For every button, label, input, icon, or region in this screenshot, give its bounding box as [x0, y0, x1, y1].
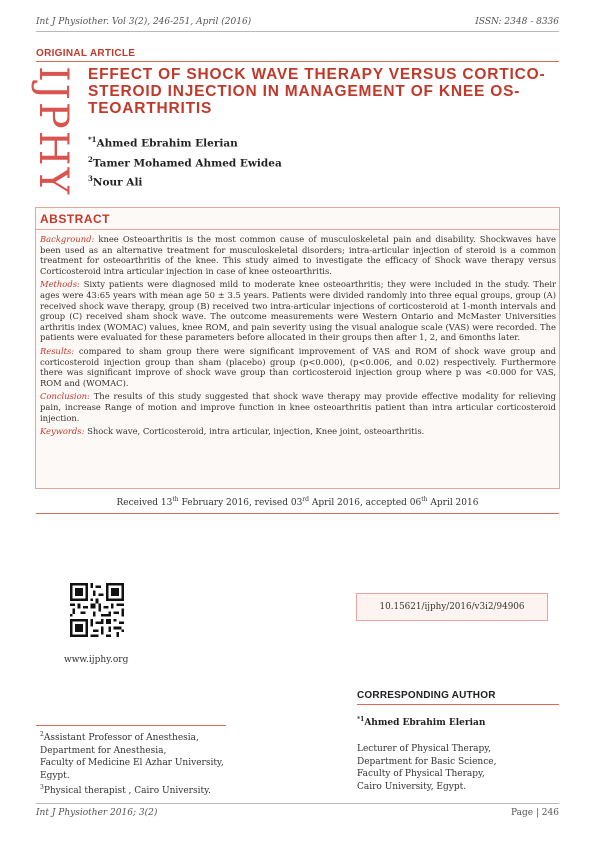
footnote: $^3$Physical therapist , Cairo University. — [40, 784, 211, 796]
abstract-divider — [36, 229, 559, 230]
article-type: ORIGINAL ARTICLE — [36, 48, 136, 59]
abstract-methods: Methods: Sixty patients were diagnosed mild to moderate knee osteoarthritis; they were included in the study. Their ages were 43:65 years with mean age 50 ± 3.5 years. Patients were divided randomly into three equal groups, group (A) received shock wave therapy, group (B) received two intra-articular injections of corticosteroid at 1-month intervals and group (C) received sham shock wave. The outcome measurements were Western Ontario and McMaster Universities arthritis index (WOMAC) values, knee ROM, and pain severity using the visual analogue scale (VAS) were recorded. The patients were evaluated for these parameters before allocated in their groups then after 1, 2, and 6months later. — [40, 279, 556, 343]
author: $^2$Tamer Mohamed Ahmed Ewidea — [88, 154, 282, 169]
received-divider — [36, 513, 559, 514]
page-number: Page | 246 — [510, 808, 559, 818]
corresponding-divider — [357, 704, 559, 705]
journal-logo — [30, 66, 76, 196]
doi-link[interactable]: 10.15621/ijphy/2016/v3i2/94906 — [356, 593, 548, 621]
footer-divider — [36, 803, 559, 804]
journal-citation: Int J Physiother. Vol 3(2), 246-251, April (2016) — [36, 17, 252, 27]
footnote: $^2$Assistant Professor of Anesthesia, — [40, 731, 199, 743]
qr-code-icon — [70, 583, 124, 637]
author: $^{*1}$Ahmed Ebrahim Elerian — [88, 135, 238, 150]
journal-website-link[interactable]: www.ijphy.org — [64, 655, 129, 665]
article-type-divider — [36, 61, 559, 62]
abstract-background: Background: knee Osteoarthritis is the most common cause of musculoskeletal pain and disability. Shockwaves have been used as an alternative treatment for musculoskeletal disorders; intra-articular injection of steroid is a common treatment for osteoarthritis of the knee. This study aimed to investigate the efficacy of Shock wave therapy versus Corticosteroid intra articular injection in case of knee osteoarthritis. — [40, 234, 556, 276]
abstract-box — [35, 207, 560, 489]
running-header — [36, 14, 559, 32]
corresponding-name: $^{*1}$Ahmed Ebrahim Elerian — [357, 716, 486, 728]
issn: ISSN: 2348 - 8336 — [475, 17, 559, 27]
header-divider — [36, 31, 559, 32]
abstract-heading: ABSTRACT — [40, 212, 110, 226]
author-list — [88, 132, 282, 191]
received-dates: Received 13th February 2016, revised 03rd April 2016, accepted 06th April 2016 — [116, 496, 479, 508]
footnote-divider — [36, 725, 226, 726]
article-title: EFFECT OF SHOCK WAVE THERAPY VERSUS CORTICO-STEROID INJECTION IN MANAGEMENT OF KNEE OS-TEOARTHRITIS — [88, 66, 546, 117]
corresponding-affiliation: Lecturer of Physical Therapy, Department for Basic Science, Faculty of Physical Therapy, Cairo University, Egypt. — [357, 744, 497, 792]
abstract-results: Results: compared to sham group there were significant improvement of VAS and ROM of shock wave group and corticosteroid injection group than sham (placebo) group (p<0.000), (p<0.006, and 0.02) respectively. Furthermore there was significant improve of shock wave group than corticosteroid injection group where p was <0.000 for VAS, ROM and (WOMAC). — [40, 345, 556, 388]
logo-text: IJPHY — [30, 66, 76, 197]
footnote-affiliations: $^2$Assistant Professor of Anesthesia, Department for Anesthesia, Faculty of Medicine El Azhar University, Egypt. $^3$Physical therapist , Cairo University. — [40, 731, 224, 796]
abstract-conclusion: Conclusion: The results of this study suggested that shock wave therapy may provide effective modality for relieving pain, increase Range of motion and improve function in knee osteoarthritis patient than intra articular corticosteroid injection. — [40, 391, 556, 423]
footer-citation: Int J Physiother 2016; 3(2) — [36, 808, 158, 818]
corresponding-heading: CORRESPONDING AUTHOR — [357, 690, 496, 701]
abstract-keywords: Keywords: Shock wave, Corticosteroid, intra articular, injection, Knee joint, osteoarthritis. — [40, 426, 425, 437]
author: $^3$Nour Ali — [88, 174, 143, 189]
abstract-body — [40, 234, 556, 440]
